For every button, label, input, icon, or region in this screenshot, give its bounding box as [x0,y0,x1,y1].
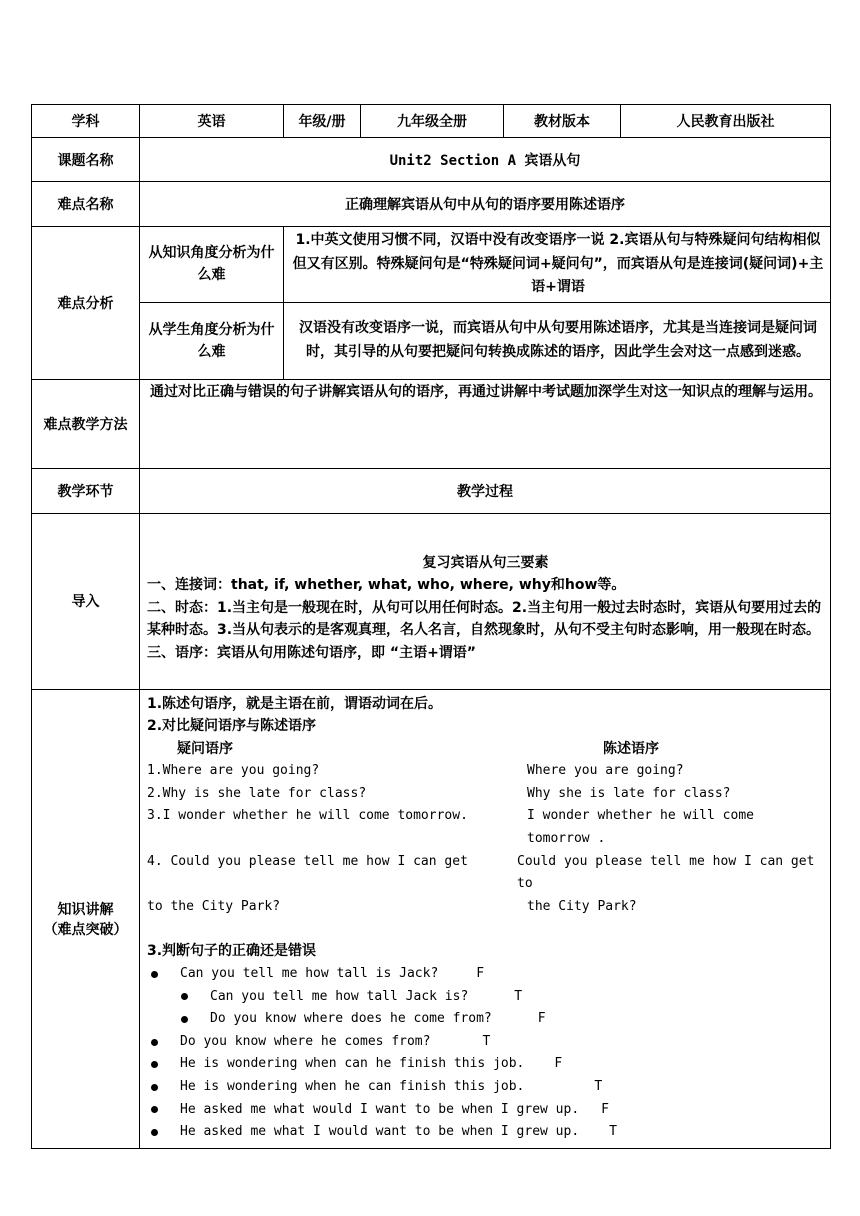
judgement-sentence: He asked me what would I want to be when I grew up. [180,1101,580,1117]
method-label: 难点教学方法 [32,379,140,468]
judgement-item [147,1053,824,1076]
judgement-sentence: He is wondering when he can finish this job. [180,1079,525,1094]
knowledge-sublabel: （难点突破） [43,921,128,938]
question-order-sentence: 2.Why is she late for class? [147,785,367,801]
judgement-mark: T [482,1033,491,1049]
judgement-item [147,1031,824,1054]
compare-row [147,896,824,919]
bullet-icon [181,1016,188,1023]
knowledge-angle-text-cell [284,227,831,303]
intro-line-tense: 二、时态：1.当主句是一般现在时，从句可以用任何时态。2.当主句用一般过去时态时，宾语从句要用过去的某种时态。3.当从句表示的是客观真理，名人名言，自然现象时，从句不受主句时态影响，用一般现在时态。 [147,599,822,639]
knowledge-row [32,689,831,1148]
topic-label: 课题名称 [32,138,140,182]
difficulty-value: 正确理解宾语从句中从句的语序要用陈述语序 [140,182,831,227]
judgement-item [147,1008,824,1031]
judgement-sentence: He is wondering when can he finish this job. [180,1056,525,1072]
judgement-item [147,1121,824,1144]
statement-order-sentence: Where you are going? [527,763,684,779]
statement-order-sentence: the City Park? [527,898,637,914]
knowledge-point-3: 3.判断句子的正确还是错误 [147,943,317,960]
judgement-mark: T [594,1079,603,1094]
compare-header [147,738,824,761]
statement-order-sentence: Could you please tell me how I can get to [517,853,815,892]
judgement-item [147,963,824,986]
bullet-icon [151,1061,158,1068]
compare-row [147,851,824,896]
judgement-item [147,986,824,1009]
knowledge-angle-label-cell [140,227,284,303]
intro-line-connectives: 一、连接词：that, if, whether, what, who, where, why和how等。 [147,577,626,594]
knowledge-angle-label: 从知识角度分析为什么难 [148,245,275,284]
compare-row [147,760,824,783]
method-row [32,379,831,468]
grade-value: 九年级全册 [361,105,504,138]
knowledge-label: 知识讲解 [57,901,114,918]
question-order-sentence: to the City Park? [147,898,281,914]
bullet-icon [181,993,188,1000]
subject-label: 学科 [32,105,140,138]
subject-value: 英语 [140,105,284,138]
analysis-label: 难点分析 [32,227,140,380]
method-text: 通过对比正确与错误的句子讲解宾语从句的语序，再通过讲解中考试题加深学生对这一知识点的理解与运用。 [150,383,822,400]
intro-label: 导入 [32,513,140,689]
header-row [32,105,831,138]
judgement-sentence: Can you tell me how tall is Jack? [180,966,439,982]
edition-label: 教材版本 [504,105,621,138]
knowledge-label-cell [32,689,140,1148]
judgement-sentence: Do you know where he comes from? [180,1033,431,1049]
judgement-mark: F [537,1011,546,1027]
intro-line-order: 三、语序：宾语从句用陈述句语序，即 “主语+谓语” [147,644,477,661]
compare-row [147,783,824,806]
student-angle-label-cell [140,302,284,379]
intro-content [140,513,831,689]
judgement-mark: T [514,988,523,1004]
intro-row [32,513,831,689]
knowledge-content [140,689,831,1148]
process-value: 教学过程 [140,468,831,513]
question-order-sentence: 4. Could you please tell me how I can get [147,853,468,869]
bullet-icon [151,1084,158,1091]
topic-row [32,138,831,182]
judgement-mark: F [476,966,485,982]
judgement-mark: F [554,1056,563,1072]
judgement-item [147,1099,824,1122]
lesson-plan-table [31,104,831,1149]
student-angle-text: 汉语没有改变语序一说，而宾语从句中从句要用陈述语序，尤其是当连接词是疑问词时，其引导的从句要把疑问句转换成陈述的语序，因此学生会对这一点感到迷惑。 [299,320,817,360]
judgement-sentence: Do you know where does he come from? [210,1011,492,1027]
analysis-row-knowledge [32,227,831,303]
column-question-order: 疑问语序 [177,740,233,757]
difficulty-row [32,182,831,227]
method-text-cell [140,379,831,468]
statement-order-sentence: I wonder whether he will come tomorrow . [527,808,754,847]
judgement-item [147,1076,824,1099]
topic-value: Unit2 Section A 宾语从句 [140,138,831,182]
knowledge-point-2: 2.对比疑问语序与陈述语序 [147,718,317,735]
bullet-icon [151,971,158,978]
judgement-sentence: He asked me what I would want to be when I grew up. [180,1124,580,1140]
knowledge-angle-text: 1.中英文使用习惯不同，汉语中没有改变语序一说 2.宾语从句与特殊疑问句结构相似但又有区别。特殊疑问句是“特殊疑问词+疑问句”，而宾语从句是连接词(疑问词)+主语+谓语 [292,232,824,295]
student-angle-text-cell [284,302,831,379]
judgement-sentence: Can you tell me how tall Jack is? [210,988,469,1004]
compare-row [147,805,824,850]
judgement-mark: F [601,1101,609,1117]
edition-value: 人民教育出版社 [621,105,831,138]
grade-label: 年级/册 [284,105,361,138]
student-angle-label: 从学生角度分析为什么难 [148,321,275,360]
knowledge-point-1: 1.陈述句语序，就是主语在前，谓语动词在后。 [147,695,443,712]
process-row [32,468,831,513]
bullet-icon [151,1106,158,1113]
column-statement-order: 陈述语序 [603,740,659,757]
bullet-icon [151,1129,158,1136]
analysis-row-student [32,302,831,379]
process-label: 教学环节 [32,468,140,513]
difficulty-label: 难点名称 [32,182,140,227]
question-order-sentence: 3.I wonder whether he will come tomorrow. [147,808,468,824]
bullet-icon [151,1039,158,1046]
statement-order-sentence: Why she is late for class? [527,785,731,801]
judgement-mark: T [609,1124,617,1140]
intro-title: 复习宾语从句三要素 [422,554,549,571]
question-order-sentence: 1.Where are you going? [147,763,320,779]
